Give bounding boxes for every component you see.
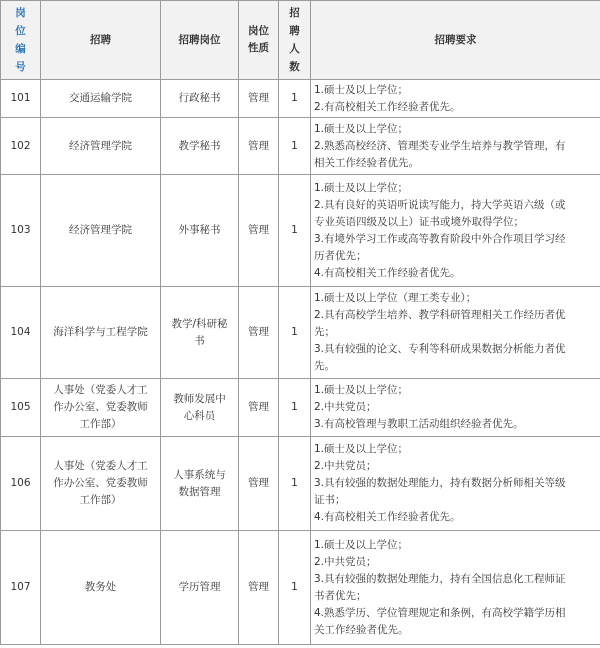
requirements-cell: [311, 118, 600, 175]
position-line: 教师发展中: [173, 392, 226, 405]
position-line: 人事系统与: [173, 468, 226, 481]
department-line: 人事处（党委人才工: [53, 384, 148, 396]
department-line: 工作部）: [79, 418, 122, 430]
header-nature: [239, 1, 279, 80]
requirement-line: 3.有境外学习工作或高等教育阶段中外合作项目学习经: [314, 232, 566, 245]
requirement-line: 证书；: [314, 494, 346, 506]
position-nature: 管理: [239, 118, 279, 175]
requirement-line: 2.中共党员；: [314, 401, 377, 413]
department-line: 作办公室、党委教师: [53, 477, 148, 489]
position-cell: [161, 287, 239, 379]
requirement-line: 1.硕士及以上学位；: [314, 122, 409, 135]
position-cell: [161, 531, 239, 645]
header-nature-line: 性质: [248, 42, 269, 54]
position-cell: [161, 118, 239, 175]
hire-count: 1: [279, 175, 311, 287]
position-nature: 管理: [239, 175, 279, 287]
requirement-line: 先；: [314, 326, 335, 338]
position-id: 101: [1, 80, 41, 118]
header-id-char: 编: [15, 43, 26, 55]
position-id: 105: [1, 379, 41, 437]
position-cell: [161, 80, 239, 118]
requirement-line: 书者优先；: [314, 589, 367, 602]
header-row: [1, 1, 600, 80]
position-cell: [161, 379, 239, 437]
requirements-cell: [311, 80, 600, 118]
position-nature: 管理: [239, 531, 279, 645]
position-line: 学历管理: [178, 581, 221, 593]
department-cell: [41, 531, 161, 645]
requirement-line: 1.硕士及以上学位；: [314, 538, 409, 551]
hire-count: 1: [279, 80, 311, 118]
position-line: 外事秘书: [178, 224, 221, 236]
table-row: [1, 531, 600, 645]
requirement-line: 2.中共党员；: [314, 555, 377, 568]
position-line: 数据管理: [178, 485, 221, 498]
requirement-line: 历者优先；: [314, 249, 367, 262]
header-position-number: [1, 1, 41, 80]
requirement-line: 关工作经验者优先。: [314, 623, 409, 636]
requirement-line: 2.有高校相关工作经验者优先。: [314, 100, 461, 113]
department-line: 作办公室、党委教师: [53, 401, 148, 413]
department-line: 经济管理学院: [69, 139, 132, 152]
header-count-char: 数: [289, 61, 300, 73]
department-cell: [41, 437, 161, 531]
header-count-char: 招: [289, 7, 300, 19]
hire-count: 1: [279, 531, 311, 645]
position-line: 心科员: [183, 409, 216, 422]
header-count: [279, 1, 311, 80]
position-id: 102: [1, 118, 41, 175]
department-cell: [41, 118, 161, 175]
hire-count: 1: [279, 287, 311, 379]
table-row: [1, 287, 600, 379]
header-nature-line: 岗位: [248, 25, 269, 37]
requirement-line: 2.具有高校学生培养、教学科研管理相关工作经历者优: [314, 309, 566, 321]
position-nature: 管理: [239, 287, 279, 379]
position-cell: [161, 175, 239, 287]
requirement-line: 4.有高校相关工作经验者优先。: [314, 266, 461, 279]
department-cell: [41, 175, 161, 287]
position-line: 书: [194, 334, 205, 347]
department-line: 海洋科学与工程学院: [53, 326, 148, 338]
position-id: 106: [1, 437, 41, 531]
header-requirements: 招聘要求: [311, 1, 600, 80]
hire-count: 1: [279, 118, 311, 175]
position-nature: 管理: [239, 379, 279, 437]
requirement-line: 1.硕士及以上学位；: [314, 181, 409, 194]
table-row: [1, 175, 600, 287]
requirement-line: 4.有高校相关工作经验者优先。: [314, 511, 461, 523]
requirement-line: 3.具有较强的数据处理能力，持有全国信息化工程师证: [314, 572, 566, 585]
position-line: 教学/科研秘: [171, 317, 228, 330]
requirement-line: 1.硕士及以上学位；: [314, 443, 409, 455]
department-line: 交通运输学院: [69, 92, 132, 104]
table-row: [1, 118, 600, 175]
requirement-line: 2.熟悉高校经济、管理类专业学生培养与教学管理，有: [314, 139, 566, 152]
hire-count: 1: [279, 437, 311, 531]
requirements-cell: [311, 287, 600, 379]
position-id: 107: [1, 531, 41, 645]
requirement-line: 1.硕士及以上学位；: [314, 384, 409, 396]
table-row: [1, 80, 600, 118]
department-line: 工作部）: [79, 494, 122, 506]
requirement-line: 2.具有良好的英语听说读写能力，持大学英语六级（或: [314, 198, 566, 211]
department-cell: [41, 287, 161, 379]
position-cell: [161, 437, 239, 531]
requirement-line: 先。: [314, 360, 335, 372]
requirement-line: 4.熟悉学历、学位管理规定和条例，有高校学籍学历相: [314, 606, 566, 619]
header-id-char: 号: [15, 61, 26, 73]
department-line: 教务处: [84, 581, 117, 593]
requirements-cell: [311, 437, 600, 531]
position-nature: 管理: [239, 437, 279, 531]
requirements-cell: [311, 175, 600, 287]
header-count-char: 人: [289, 43, 300, 55]
requirements-cell: [311, 531, 600, 645]
requirement-line: 3.具有较强的论文、专利等科研成果数据分析能力者优: [314, 343, 566, 355]
requirement-line: 2.中共党员；: [314, 460, 377, 472]
requirement-line: 1.硕士及以上学位；: [314, 83, 409, 96]
department-cell: [41, 379, 161, 437]
department-line: 人事处（党委人才工: [53, 460, 148, 472]
position-id: 103: [1, 175, 41, 287]
hire-count: 1: [279, 379, 311, 437]
requirement-line: 1.硕士及以上学位（理工类专业）；: [314, 292, 477, 304]
header-department: 招聘: [41, 1, 161, 80]
header-count-char: 聘: [289, 25, 300, 37]
position-line: 教学秘书: [178, 139, 221, 152]
requirement-line: 3.有高校管理与教职工活动组织经验者优先。: [314, 418, 524, 430]
department-cell: [41, 80, 161, 118]
requirement-line: 相关工作经验者优先。: [314, 156, 419, 169]
position-line: 行政秘书: [178, 92, 221, 104]
requirement-line: 3.具有较强的数据处理能力，持有数据分析师相关等级: [314, 477, 566, 489]
requirement-line: 专业英语四级及以上）证书或境外取得学位；: [314, 215, 524, 228]
header-id-char: 位: [15, 25, 26, 37]
requirements-cell: [311, 379, 600, 437]
department-line: 经济管理学院: [69, 224, 132, 236]
table-row: [1, 437, 600, 531]
table-row: [1, 379, 600, 437]
position-id: 104: [1, 287, 41, 379]
header-position: 招聘岗位: [161, 1, 239, 80]
position-nature: 管理: [239, 80, 279, 118]
header-id-char: 岗: [15, 7, 26, 19]
